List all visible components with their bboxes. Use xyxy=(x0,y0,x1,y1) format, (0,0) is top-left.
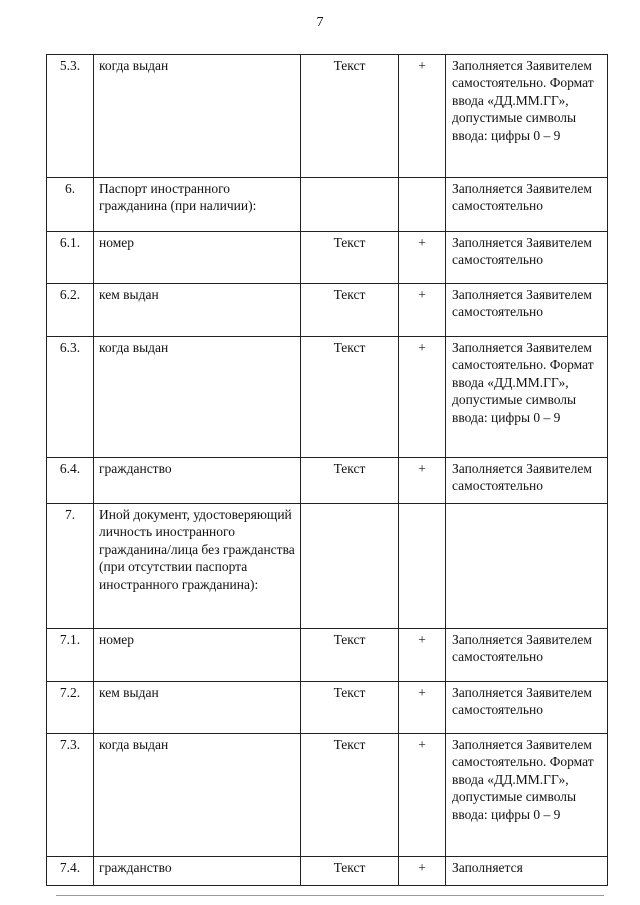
field-note: Заполняется Заявителем самостоятельно xyxy=(446,458,608,504)
table-row xyxy=(47,337,608,458)
field-type: Текст xyxy=(301,629,399,682)
table-row xyxy=(47,504,608,629)
required-mark: + xyxy=(399,232,446,284)
table-row xyxy=(47,734,608,857)
required-mark: + xyxy=(399,857,446,886)
required-mark: + xyxy=(399,284,446,337)
field-note: Заполняется Заявителем самостоятельно. Формат ввода «ДД.ММ.ГГ», допустимые символы ввода: цифры 0 – 9 xyxy=(446,337,608,458)
field-note: Заполняется Заявителем самостоятельно xyxy=(446,284,608,337)
required-mark: + xyxy=(399,682,446,734)
row-number: 6.1. xyxy=(47,232,94,284)
table-row xyxy=(47,857,608,886)
row-number: 7.3. xyxy=(47,734,94,857)
field-type: Текст xyxy=(301,458,399,504)
row-number: 5.3. xyxy=(47,55,94,178)
field-type: Текст xyxy=(301,682,399,734)
table-row xyxy=(47,284,608,337)
required-mark: + xyxy=(399,458,446,504)
row-number: 7.4. xyxy=(47,857,94,886)
field-note xyxy=(446,504,608,629)
field-name: когда выдан xyxy=(94,337,301,458)
field-type: Текст xyxy=(301,232,399,284)
field-type xyxy=(301,178,399,232)
row-number: 6. xyxy=(47,178,94,232)
required-mark: + xyxy=(399,55,446,178)
table-row xyxy=(47,178,608,232)
row-number: 6.3. xyxy=(47,337,94,458)
field-note: Заполняется Заявителем самостоятельно xyxy=(446,682,608,734)
field-type: Текст xyxy=(301,337,399,458)
field-name: кем выдан xyxy=(94,284,301,337)
field-note: Заполняется Заявителем самостоятельно xyxy=(446,178,608,232)
required-mark: + xyxy=(399,337,446,458)
table-row xyxy=(47,629,608,682)
field-name: Иной документ, удостоверяющий личность иностранного гражданина/лица без гражданства (при отсутствии паспорта иностранного гражданина): xyxy=(94,504,301,629)
field-name: номер xyxy=(94,629,301,682)
table-row xyxy=(47,232,608,284)
field-type: Текст xyxy=(301,857,399,886)
field-note: Заполняется xyxy=(446,857,608,886)
row-number: 7. xyxy=(47,504,94,629)
row-number: 7.2. xyxy=(47,682,94,734)
field-note: Заполняется Заявителем самостоятельно xyxy=(446,232,608,284)
field-type: Текст xyxy=(301,55,399,178)
row-number: 6.2. xyxy=(47,284,94,337)
field-note: Заполняется Заявителем самостоятельно. Формат ввода «ДД.ММ.ГГ», допустимые символы ввода: цифры 0 – 9 xyxy=(446,55,608,178)
table-row xyxy=(47,55,608,178)
row-number: 6.4. xyxy=(47,458,94,504)
required-mark xyxy=(399,504,446,629)
table-row xyxy=(47,458,608,504)
field-type xyxy=(301,504,399,629)
field-name: гражданство xyxy=(94,857,301,886)
field-name: номер xyxy=(94,232,301,284)
field-name: когда выдан xyxy=(94,55,301,178)
field-note: Заполняется Заявителем самостоятельно. Формат ввода «ДД.ММ.ГГ», допустимые символы ввода: цифры 0 – 9 xyxy=(446,734,608,857)
field-name: когда выдан xyxy=(94,734,301,857)
field-type: Текст xyxy=(301,734,399,857)
page-number: 7 xyxy=(316,15,324,30)
row-number: 7.1. xyxy=(47,629,94,682)
field-name: Паспорт иностранного гражданина (при наличии): xyxy=(94,178,301,232)
required-mark: + xyxy=(399,734,446,857)
field-type: Текст xyxy=(301,284,399,337)
scan-edge-line xyxy=(56,895,604,896)
field-name: кем выдан xyxy=(94,682,301,734)
fields-table xyxy=(46,54,608,886)
field-note: Заполняется Заявителем самостоятельно xyxy=(446,629,608,682)
required-mark xyxy=(399,178,446,232)
table-row xyxy=(47,682,608,734)
required-mark: + xyxy=(399,629,446,682)
field-name: гражданство xyxy=(94,458,301,504)
